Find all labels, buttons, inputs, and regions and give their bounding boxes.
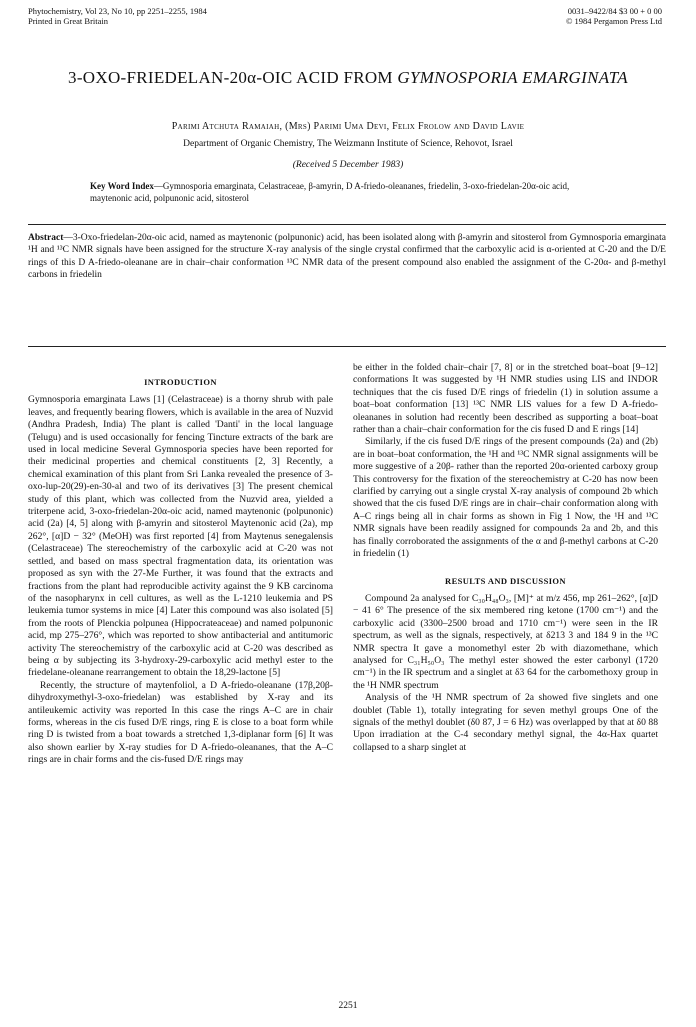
intro-paragraph-3: be either in the folded chair–chair [7, 8] or in the stretched boat–boat [9–12] conformations It was suggested by ¹H NMR studies using LIS and INDOR techniques that the cis fused D/E rings of friedelin (1) in solution assume a boat–boat conformation [13] ¹³C NMR LIS values for a few D A-friedo-oleananes in solution had recently been described as supporting a boat–boat rather than a chair–chair conformation for the cis fused D and E rings [14] [353,362,658,436]
right-column [353,362,658,754]
journal-header [28,6,207,26]
divider-bottom [28,346,666,347]
affiliation: Department of Organic Chemistry, The Weizmann Institute of Science, Rehovot, Israel [183,139,513,149]
copyright: © 1984 Pergamon Press Ltd [565,16,662,26]
abstract-label: Abstract [28,233,64,243]
results-paragraph-2: Analysis of the ¹H NMR spectrum of 2a showed five singlets and one doublet (Table 1), totally integrating for seven methyl groups One of the signals of the methyl doublet (δ0 87, J = 6 Hz) was overlapped by that at δ0 88 Upon irradiation at the C-4 secondary methyl signal, the 4α-Hax quartet collapsed to a sharp singlet at [353,692,658,753]
issn-price: 0031–9422/84 $3 00 + 0 00 [567,6,662,16]
abstract [28,232,666,281]
intro-paragraph-2: Recently, the structure of maytenfoliol, a D A-friedo-oleanane (17β,20β-dihydroxymethyl-3-oxo-friedelan) was established by X-ray and its antileukemic activity was reported In this case the rings A–C are in chair forms, whereas in the cis fused D/E rings, ring E is close to a boat form while ring D is twisted from a boat towards a stretched 1,3-diplanar form [6] It was also shown earlier by X-ray studies for D A-friedo-oleananes, that the A–C rings are in chair forms and the cis-fused D/E rings may [28,679,333,766]
introduction-heading: INTRODUCTION [144,377,217,387]
keyword-list: —Gymnosporia emarginata, Celastraceae, β-amyrin, D A-friedo-oleananes, friedelin, 3-oxo-friedelan-20α-oic acid, maytenonic acid, polpunonic acid, sitosterol [90,181,570,203]
page-number: 2251 [338,1001,358,1011]
abstract-text: —3-Oxo-friedelan-20α-oic acid, named as maytenonic (polpunonic) acid, has been isolated along with β-amyrin and sitosterol from Gymnosporia emarginata ¹H and ¹³C NMR signals have been assigned for the structure X-ray analysis of the single crystal confirmed that the carboxylic acid is α-oriented at C-20 and the D/E rings of this D A-friedo-oleanane are in chair–chair conformation ¹³C NMR data of the present compound also enabled the assignment of the C-20α- and β-methyl carbons in friedelin [28,233,666,280]
results-paragraph-1: Compound 2a analysed for C₃₀H₄₈O₃, [M]⁺ at m/z 456, mp 261–262°, [α]D − 41 6° The presence of the six membered ring ketone (1700 cm⁻¹) and the carboxylic acid (3300–2500 broad and 1710 cm⁻¹) were seen in the IR spectrum, as well as the signals, respectively, at δ213 3 and 184 9 in the ¹³C NMR spectra It gave a monomethyl ester 2b with diazomethane, which analysed for C₃₁H₅₀O₃ The methyl ester showed the ester carbonyl (1720 cm⁻¹) in the IR spectrum and a singlet at δ3 64 for the carbomethoxy group in the ¹H NMR spectrum [353,592,658,691]
intro-paragraph-1: Gymnosporia emarginata Laws [1] (Celastraceae) is a thorny shrub with pale leaves, and frequently bearing flowers, which is available in the area of Nuzvid (Andhra Pradesh, India) The plant is called 'Danti' in the local language (Telugu) and is used occasionally for fencing Tincture extracts of the bark are used in local medicine Several Gymnosporia species have been reported for their medicinal properties and chemical constituents [2, 3] Recently, a chemical examination of this plant from Sri Lanka revealed the presence of 3-oxo-lup-20(29)-en-30-al and two of its derivatives [3] The present chemical study of this plant, which was collected from the Nuzvid area, yielded a triterpene acid, 3-oxo-friedelan-20α-oic acid, named maytenonic (polpunonic) acid (2a) [4, 5] along with β-amyrin and sitosterol Maytenonic acid (2a), mp 262°, [α]D − 32° (MeOH) was first reported [4] from Maytenus senegalensis (Celastraceae) The stereochemistry of the carboxylic acid at C-20 was not settled, and based on mass spectral fragmentation data, its orientation was proposed as syn with the 27-Me Further, it was found that the extracts and fractions from the plant had reproducible activity against the 9 KB carcinoma of the nasopharynx in cell cultures, as well as the L-1210 leukemia and PS leukemia tumor systems in mice [4] Later this compound was also isolated [5] from the roots of Plenckia polpunea (Hippocrateaceae) and named polpunonic acid, mp 275–276°, which was reported to show antibacterial and antitumoric activity The stereochemistry of the carboxylic acid at C-20 was described as being α by subjecting its 3-hydroxy-29-carboxylic acid methyl ester to the friedelane-oleanane rearrangement to obtain the 18,29-lactone [5] [28,394,333,679]
title-species: GYMNOSPORIA EMARGINATA [397,68,628,87]
divider-top [28,224,666,225]
keyword-index [90,180,610,204]
title-main: 3-OXO-FRIEDELAN-20α-OIC ACID FROM [68,68,398,87]
left-column [28,376,333,767]
results-heading: RESULTS AND DISCUSSION [445,575,566,586]
article-title [0,68,696,88]
intro-paragraph-4: Similarly, if the cis fused D/E rings of the present compounds (2a) and (2b) are in boat–boat conformation, the ¹H and ¹³C NMR signal assignments will be more suggestive of a 20β- rather than the reported 20α-oriented carboxy group This controversy for the fixation of the stereochemistry at C-20 has now been clarified by carrying out a single crystal X-ray analysis of compound 2b which showed that the cis fused D/E rings are in chair–chair conformation along with A–C rings being all in chair forms as shown in Fig 1 Now, the ¹H and ¹³C NMR signals have been readily assigned for compounds 2a and 2b, and this has finally corroborated the assignments of the α and β-methyl carbons at C-20 in friedelin (1) [353,436,658,560]
publisher-header [566,6,662,26]
journal-citation: Phytochemistry, Vol 23, No 10, pp 2251–2255, 1984 [28,6,207,16]
keyword-label: Key Word Index [90,181,154,191]
author-list: Parimi Atchuta Ramaiah, (Mrs) Parimi Uma Devi, Felix Frolow and David Lavie [171,121,525,132]
printed-location: Printed in Great Britain [28,16,109,26]
section-gap [353,561,658,575]
received-date: (Received 5 December 1983) [292,160,404,170]
